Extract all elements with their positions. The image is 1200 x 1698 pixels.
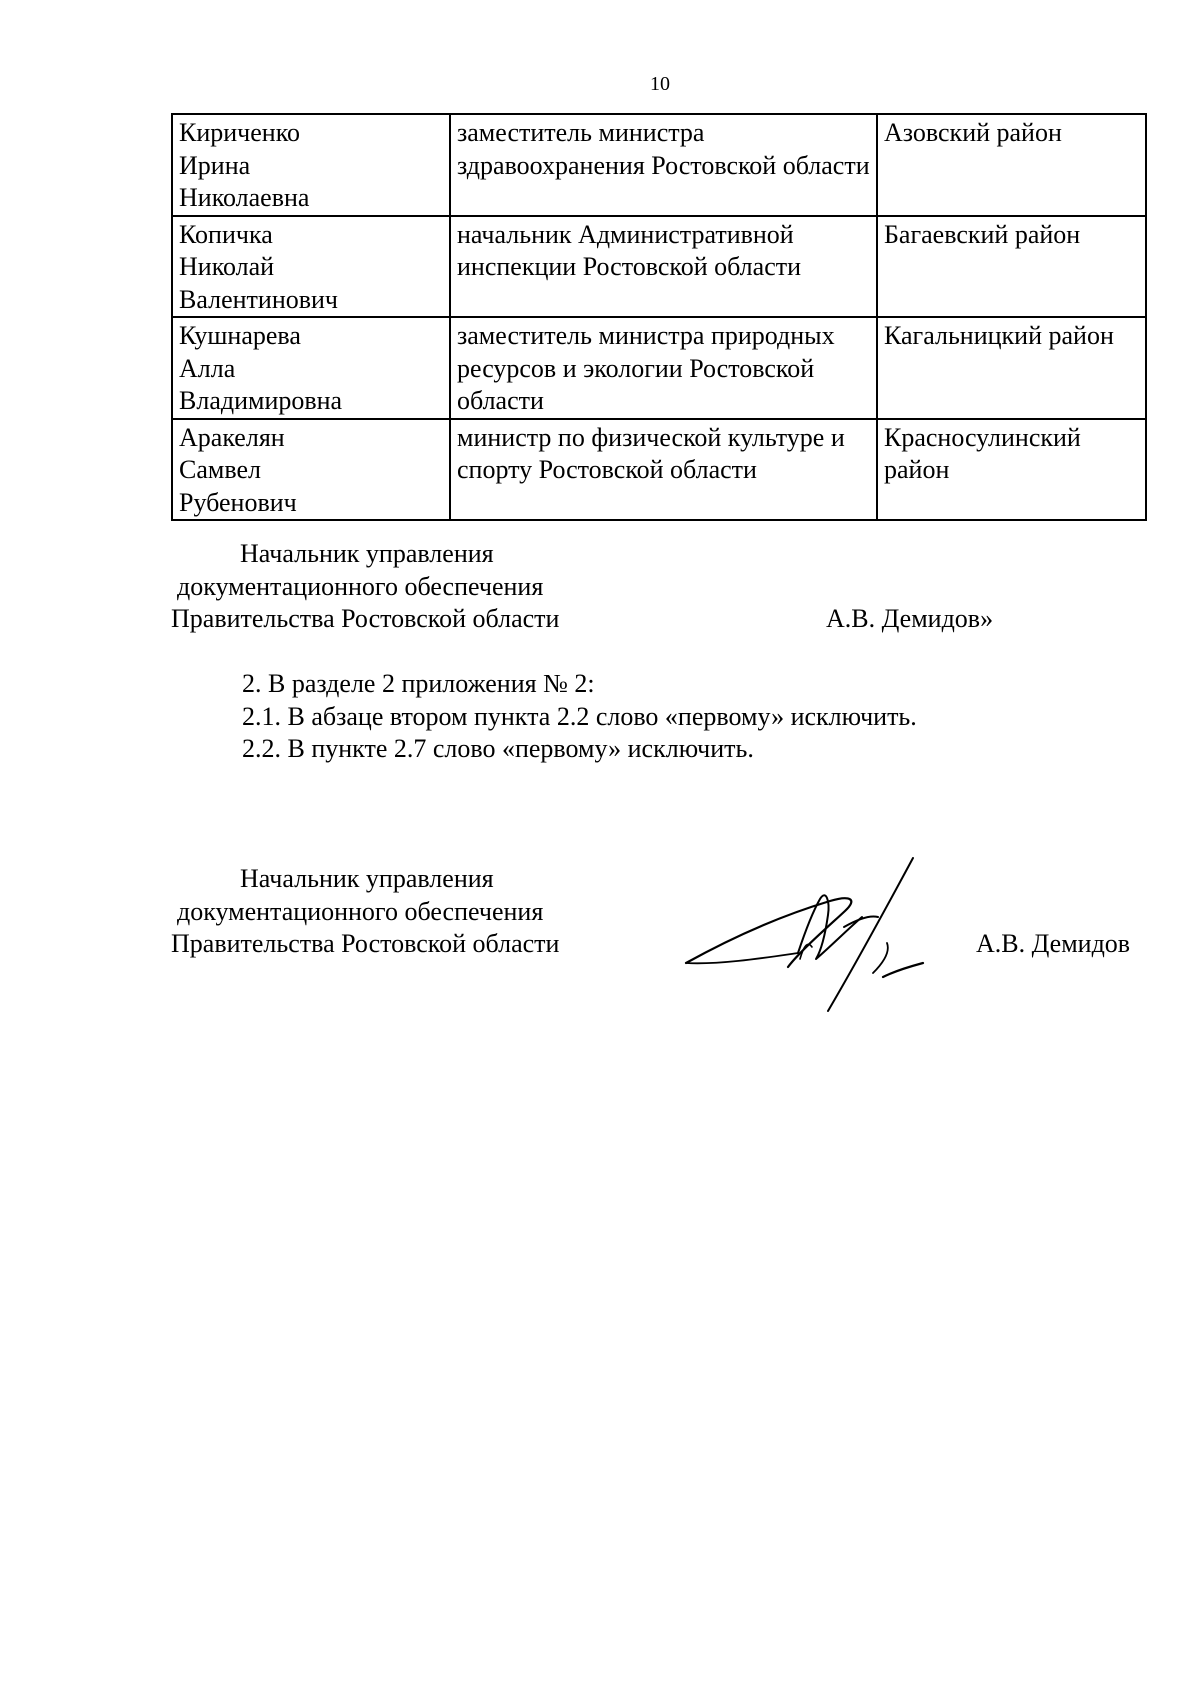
first-name: Николай bbox=[179, 252, 275, 281]
first-name: Самвел bbox=[179, 455, 261, 484]
table-row bbox=[172, 419, 1146, 521]
signature-title-final bbox=[171, 863, 591, 961]
member-district-cell: Азовский район bbox=[877, 114, 1146, 216]
amendments-list bbox=[242, 668, 917, 766]
signature-title-line: Начальник управления bbox=[240, 864, 494, 893]
surname: Копичка bbox=[179, 219, 273, 249]
member-position-cell: начальник Административной инспекции Ростовской области bbox=[450, 216, 877, 318]
patronymic: Владимировна bbox=[179, 386, 343, 415]
amendment-item: 2. В разделе 2 приложения № 2: bbox=[242, 669, 595, 698]
signature-title-line: Правительства Ростовской области bbox=[171, 604, 560, 633]
member-district-cell: Кагальницкий район bbox=[877, 317, 1146, 419]
member-position-cell: заместитель министра природных ресурсов и экологии Ростовской области bbox=[450, 317, 877, 419]
signature-title-line: документационного обеспечения bbox=[177, 571, 544, 601]
signature-title-line: Правительства Ростовской области bbox=[171, 929, 560, 958]
patronymic: Валентинович bbox=[179, 284, 338, 314]
signature-title-line: документационного обеспечения bbox=[177, 896, 544, 926]
member-name-cell bbox=[172, 114, 450, 216]
signature-title-first bbox=[171, 538, 591, 636]
signatory-name-first: А.В. Демидов» bbox=[826, 604, 994, 633]
surname: Кириченко bbox=[179, 118, 301, 147]
member-position-cell: заместитель министра здравоохранения Ростовской области bbox=[450, 114, 877, 216]
first-name: Алла bbox=[179, 353, 236, 383]
handwritten-signature bbox=[680, 855, 965, 1015]
table-row bbox=[172, 317, 1146, 419]
table-row bbox=[172, 216, 1146, 318]
amendment-item: 2.1. В абзаце втором пункта 2.2 слово «первому» исключить. bbox=[242, 701, 917, 731]
member-name-cell bbox=[172, 216, 450, 318]
signatory-name-final: А.В. Демидов bbox=[976, 929, 1131, 958]
patronymic: Рубенович bbox=[179, 487, 297, 517]
surname: Аракелян bbox=[179, 422, 285, 452]
member-district-cell: Багаевский район bbox=[877, 216, 1146, 318]
member-name-cell bbox=[172, 317, 450, 419]
members-table bbox=[171, 113, 1147, 521]
member-district-cell: Красносулинский район bbox=[877, 419, 1146, 521]
surname: Кушнарева bbox=[179, 321, 301, 350]
first-name: Ирина bbox=[179, 150, 251, 180]
page-number: 10 bbox=[650, 73, 670, 95]
amendment-item: 2.2. В пункте 2.7 слово «первому» исключить. bbox=[242, 734, 754, 763]
member-name-cell bbox=[172, 419, 450, 521]
signature-title-line: Начальник управления bbox=[240, 539, 494, 568]
member-position-cell: министр по физической культуре и спорту Ростовской области bbox=[450, 419, 877, 521]
patronymic: Николаевна bbox=[179, 183, 310, 212]
table-row bbox=[172, 114, 1146, 216]
